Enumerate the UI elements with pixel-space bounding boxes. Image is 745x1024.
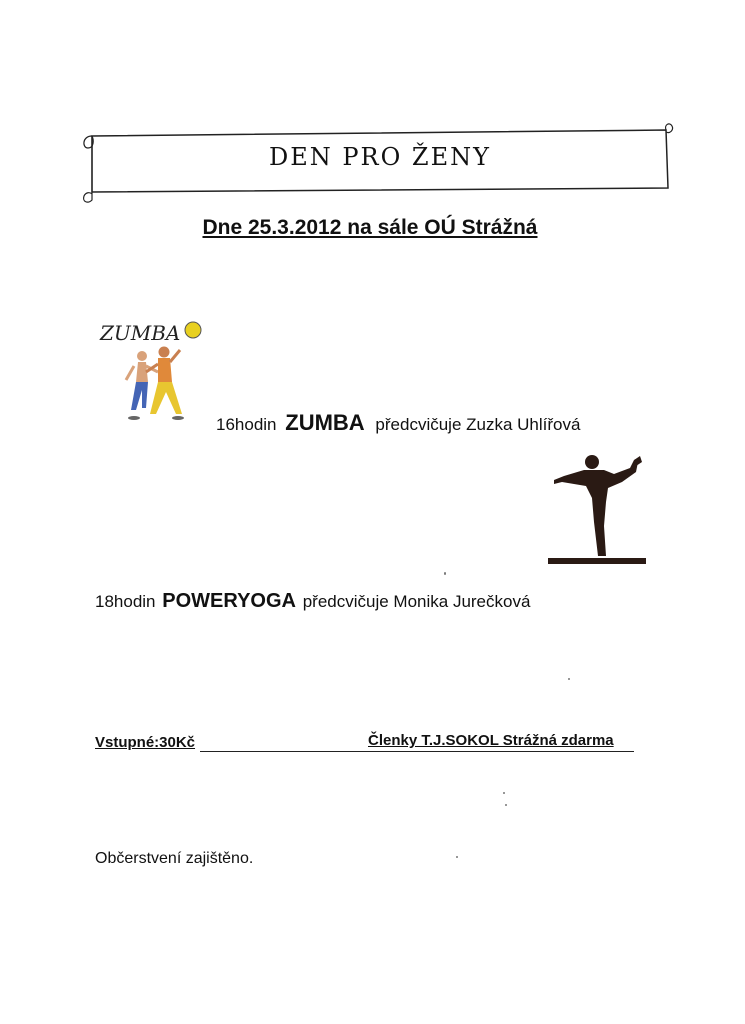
zumba-logo-image <box>98 310 210 434</box>
fee-underline-rule <box>200 751 634 752</box>
zumba-logo-text: ZUMBA <box>100 321 181 345</box>
event-title: DEN PRO ŽENY <box>269 143 491 171</box>
zumba-session <box>216 410 580 436</box>
scan-speck <box>505 804 507 806</box>
yoga-instructor: předcvičuje Monika Jurečková <box>302 592 531 611</box>
event-date-venue: Dne 25.3.2012 na sále OÚ Strážná <box>202 216 538 239</box>
zumba-instructor: předcvičuje Zuzka Uhlířová <box>375 415 581 434</box>
members-free-note: Členky T.J.SOKOL Strážná zdarma <box>368 732 614 749</box>
yoga-silhouette-image <box>548 452 646 570</box>
yoga-time: 18hodin <box>95 592 156 611</box>
scan-speck <box>503 792 505 794</box>
refreshments-note: Občerstvení zajištěno. <box>95 850 254 867</box>
yoga-session <box>95 590 530 613</box>
zumba-name: ZUMBA <box>285 410 365 435</box>
yoga-name: POWERYOGA <box>162 590 296 612</box>
zumba-time: 16hodin <box>216 415 277 434</box>
scan-speck <box>444 572 446 575</box>
scan-speck <box>456 856 458 858</box>
entry-fee: Vstupné:30Kč <box>95 734 196 751</box>
scan-speck <box>568 678 570 680</box>
